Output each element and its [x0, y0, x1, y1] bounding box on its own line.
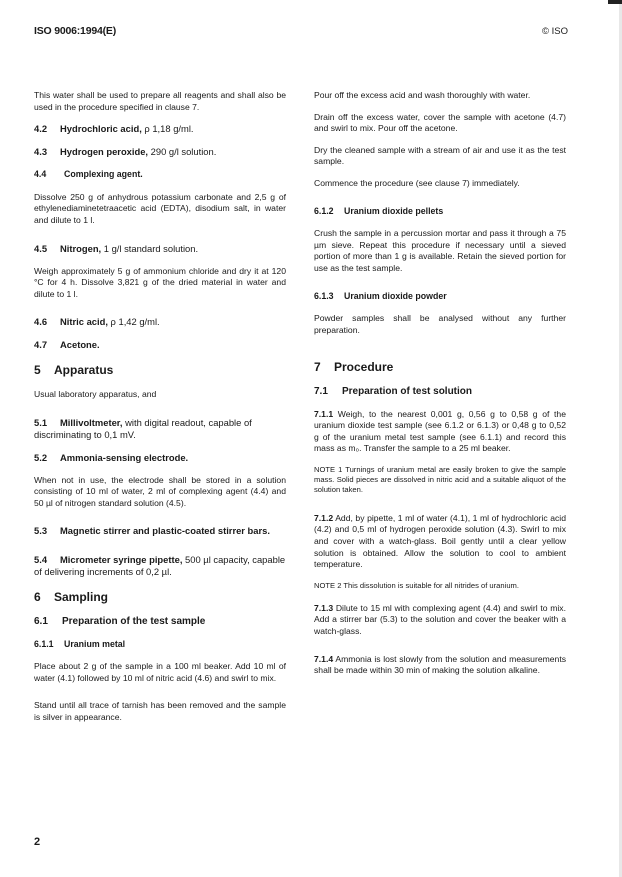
clause-number: 6.1 — [34, 615, 48, 627]
clause-5-4 — [34, 554, 286, 578]
clause-4-7 — [34, 339, 286, 351]
section-5-heading — [34, 365, 286, 377]
clause-text: ρ 1,42 g/ml. — [107, 316, 160, 328]
clause-number: 6.1.3 — [314, 290, 334, 301]
clause-text: 1 g/l standard solution. — [101, 242, 199, 254]
clause-title: Nitrogen, — [60, 242, 102, 254]
page-edge-mark — [608, 0, 622, 4]
electrode-paragraph: When not in use, the electrode shall be stored in a solution consisting of 10 ml of water, 2 ml of complexing agent (4.4) and 50 µl of nitrogen standard solution (4.5). — [34, 474, 286, 508]
clause-title: Uranium dioxide pellets — [344, 205, 444, 216]
clause-5-1 — [34, 417, 286, 441]
clause-4-4 — [34, 169, 286, 181]
clause-title: Complexing agent. — [64, 169, 143, 180]
clause-number: 4.3 — [34, 146, 48, 158]
clause-number: 7.1.3 — [314, 602, 334, 613]
clause-number: 6.1.1 — [34, 638, 54, 649]
clause-6-1 — [34, 616, 286, 628]
clause-number: 5.3 — [34, 525, 48, 537]
clause-title: Ammonia-sensing electrode. — [60, 451, 189, 463]
clause-number: 4.7 — [34, 339, 48, 351]
clause-7-1 — [314, 386, 566, 398]
nitrogen-paragraph: Weigh approximately 5 g of ammonium chloride and dry it at 120 °C for 4 h. Dissolve 3,821 g of the dried material in water and dilute to 1 l. — [34, 265, 286, 299]
section-7-heading — [314, 362, 566, 374]
section-6-heading — [34, 592, 286, 604]
clause-title: Millivoltmeter, — [60, 416, 123, 428]
page-number: 2 — [34, 836, 41, 848]
wash-paragraph: Pour off the excess acid and wash thoroughly with water. — [314, 90, 531, 100]
clause-number: 4.4 — [34, 169, 47, 180]
clause-number: 7.1.2 — [314, 512, 334, 523]
dry-paragraph: Dry the cleaned sample with a stream of air and use it as the test sample. — [314, 144, 566, 167]
note-2: NOTE 2 This dissolution is suitable for all nitrides of uranium. — [314, 580, 519, 590]
clause-4-5 — [34, 243, 286, 255]
clause-title: Nitric acid, — [60, 316, 108, 328]
clause-text: Weigh, to the nearest 0,001 g, 0,56 g to 0,58 g of the uranium dioxide test sample (see 6.1.2 or 6.1.3) or 0,48 g to 0,52 g of the uranium metal test sample (see 6.1.1) and record this mass as m₀. Transfer the sample to a 25 ml beaker. — [314, 408, 566, 454]
clause-7-1-2 — [314, 513, 566, 571]
clause-5-2 — [34, 452, 286, 464]
clause-number: 5.2 — [34, 451, 48, 463]
intro-paragraph: This water shall be used to prepare all reagents and shall also be used in the procedure specified in clause 7. — [34, 90, 286, 112]
clause-7-1-1 — [314, 409, 566, 455]
clause-number: 7.1.4 — [314, 653, 334, 664]
clause-number: 7.1.1 — [314, 408, 334, 419]
clause-text: Add, by pipette, 1 ml of water (4.1), 1 ml of hydrochloric acid (4.2) and 0,5 ml of hydrogen peroxide solution (4.3). Swirl to mix and cover with a watch-glass. Boil gently until a clear yellow solution is obtained. Allow the solution to cool to ambient temperature. — [314, 512, 566, 570]
document-id: ISO 9006:1994(E) — [34, 25, 117, 37]
clause-6-1-3 — [314, 291, 566, 303]
clause-number: 4.5 — [34, 242, 48, 254]
section-number: 6 — [34, 590, 41, 605]
uranium-metal-paragraph-2: Stand until all trace of tarnish has been removed and the sample is silver in appearance. — [34, 700, 286, 722]
clause-text: 290 g/l solution. — [148, 146, 217, 158]
copyright-mark: © ISO — [541, 26, 568, 37]
clause-4-6 — [34, 316, 286, 328]
right-column — [314, 90, 566, 687]
clause-7-1-3 — [314, 603, 566, 638]
section-title: Apparatus — [54, 363, 114, 378]
clause-text: ρ 1,18 g/ml. — [141, 123, 194, 135]
section-number: 7 — [314, 360, 321, 375]
commence-paragraph: Commence the procedure (see clause 7) immediately. — [314, 177, 520, 188]
clause-7-1-4 — [314, 654, 566, 677]
clause-text: with digital readout, capable of discriminating to 0,1 mV. — [34, 416, 252, 440]
clause-number: 4.6 — [34, 316, 48, 328]
clause-title: Acetone. — [60, 339, 100, 351]
apparatus-intro: Usual laboratory apparatus, and — [34, 388, 157, 399]
left-column — [34, 90, 286, 733]
clause-text: Ammonia is lost slowly from the solution and measurements shall be made within 30 min of making the solution alkaline. — [314, 653, 566, 676]
uranium-metal-paragraph-1: Place about 2 g of the sample in a 100 ml beaker. Add 10 ml of water (4.1) followed by 10 ml of nitric acid (4.6) and swirl to mix. — [34, 661, 286, 683]
clause-number: 5.4 — [34, 554, 48, 566]
pellets-paragraph: Crush the sample in a percussion mortar and pass it through a 75 µm sieve. Repeat this procedure if necessary until a sieved portion of more than 1 g is available. Retain the sieved portion for use as the test sample. — [314, 228, 566, 273]
clause-number: 5.1 — [34, 416, 48, 428]
clause-title: Preparation of test solution — [342, 385, 473, 397]
clause-title: Hydrochloric acid, — [60, 123, 142, 135]
clause-title: Preparation of the test sample — [62, 615, 206, 627]
clause-title: Uranium metal — [64, 638, 126, 649]
complexing-agent-paragraph: Dissolve 250 g of anhydrous potassium carbonate and 2,5 g of ethylenediaminetetraacetic acid (EDTA), disodium salt, in water and dilute to 1 l. — [34, 191, 286, 225]
clause-4-3 — [34, 146, 286, 158]
clause-text: 500 µl capacity, capable of delivering increments of 0,2 µl. — [34, 554, 286, 578]
clause-number: 6.1.2 — [314, 205, 334, 216]
clause-title: Micrometer syringe pipette, — [60, 554, 183, 566]
section-number: 5 — [34, 363, 41, 378]
powder-paragraph: Powder samples shall be analysed without any further preparation. — [314, 313, 566, 335]
clause-title: Uranium dioxide powder — [344, 290, 447, 301]
clause-number: 7.1 — [314, 385, 328, 397]
clause-text: Dilute to 15 ml with complexing agent (4.4) and swirl to mix. Add a stirrer bar (5.3) to the solution and cover the beaker with a watch-glass. — [314, 602, 566, 637]
clause-6-1-1 — [34, 639, 286, 651]
note-1: NOTE 1 Turnings of uranium metal are easily broken to give the sample mass. Solid pieces are dissolved in nitric acid and a suitable aliquot of the solution taken. — [314, 464, 566, 494]
clause-title: Magnetic stirrer and plastic-coated stirrer bars. — [60, 525, 270, 537]
clause-number: 4.2 — [34, 123, 48, 135]
section-title: Procedure — [334, 360, 394, 375]
clause-title: Hydrogen peroxide, — [60, 146, 149, 158]
clause-4-2 — [34, 123, 286, 135]
drain-paragraph: Drain off the excess water, cover the sample with acetone (4.7) and swirl to mix. Pour off the acetone. — [314, 111, 566, 134]
clause-6-1-2 — [314, 206, 566, 218]
clause-5-3 — [34, 525, 286, 537]
section-title: Sampling — [54, 590, 109, 605]
